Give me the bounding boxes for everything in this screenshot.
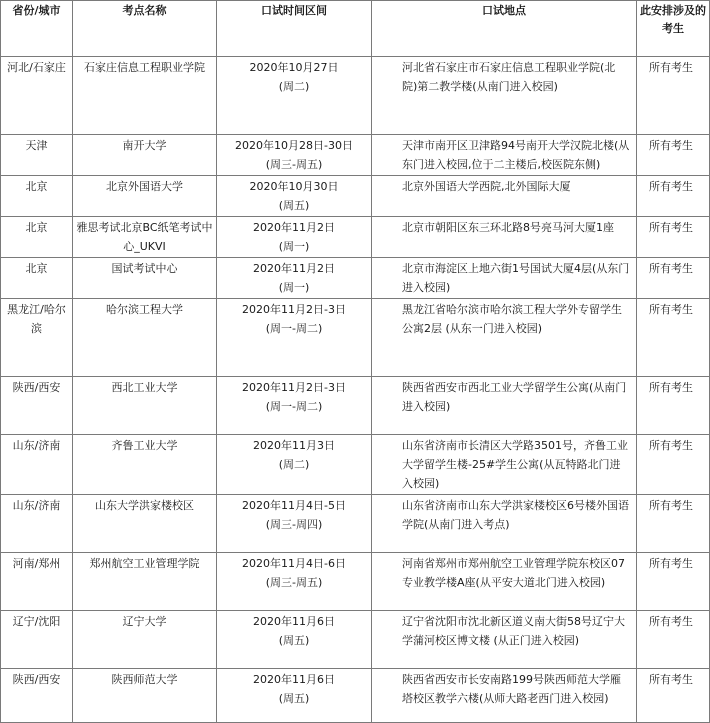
cell-location: 北京市海淀区上地六街1号国试大厦4层(从东门进入校园) (372, 258, 637, 299)
cell-province: 河北/石家庄 (1, 57, 73, 135)
cell-date: 2020年10月27日 (249, 61, 339, 74)
cell-time (217, 495, 372, 553)
cell-location: 北京市朝阳区东三环北路8号亮马河大厦1座 (372, 217, 637, 258)
cell-date: 2020年11月2日-3日 (242, 303, 346, 316)
cell-name: 雅思考试北京BC纸笔考试中心_UKVI (73, 217, 217, 258)
cell-scope: 所有考生 (637, 669, 710, 723)
cell-location: 河北省石家庄市石家庄信息工程职业学院(北院)第二教学楼(从南门进入校园) (372, 57, 637, 135)
cell-province: 北京 (1, 217, 73, 258)
cell-weekday: (周一) (278, 281, 310, 294)
cell-name: 北京外国语大学 (73, 176, 217, 217)
cell-province: 陕西/西安 (1, 377, 73, 435)
table-row (1, 669, 710, 723)
cell-province: 山东/济南 (1, 435, 73, 495)
cell-name: 辽宁大学 (73, 611, 217, 669)
cell-date: 2020年11月3日 (253, 439, 335, 452)
cell-time (217, 377, 372, 435)
cell-name: 山东大学洪家楼校区 (73, 495, 217, 553)
cell-province: 山东/济南 (1, 495, 73, 553)
cell-weekday: (周三-周五) (265, 576, 323, 589)
table-row (1, 495, 710, 553)
table-row (1, 57, 710, 135)
table-row (1, 135, 710, 176)
cell-scope: 所有考生 (637, 176, 710, 217)
cell-scope: 所有考生 (637, 135, 710, 176)
cell-province: 北京 (1, 258, 73, 299)
cell-scope: 所有考生 (637, 57, 710, 135)
table-row (1, 299, 710, 377)
cell-time (217, 611, 372, 669)
cell-location: 陕西省西安市西北工业大学留学生公寓(从南门进入校园) (372, 377, 637, 435)
cell-date: 2020年10月30日 (249, 180, 339, 193)
cell-scope: 所有考生 (637, 217, 710, 258)
cell-weekday: (周三-周四) (265, 518, 323, 531)
cell-time (217, 669, 372, 723)
cell-time (217, 57, 372, 135)
header-row (1, 1, 710, 57)
cell-weekday: (周一) (278, 240, 310, 253)
cell-name: 陕西师范大学 (73, 669, 217, 723)
table-row (1, 377, 710, 435)
cell-location: 山东省济南市山东大学洪家楼校区6号楼外国语学院(从南门进入考点) (372, 495, 637, 553)
cell-province: 黑龙江/哈尔滨 (1, 299, 73, 377)
cell-name: 南开大学 (73, 135, 217, 176)
cell-name: 国试考试中心 (73, 258, 217, 299)
cell-name: 齐鲁工业大学 (73, 435, 217, 495)
cell-name: 石家庄信息工程职业学院 (73, 57, 217, 135)
cell-scope: 所有考生 (637, 611, 710, 669)
cell-weekday: (周三-周五) (265, 158, 323, 171)
cell-name: 哈尔滨工程大学 (73, 299, 217, 377)
cell-date: 2020年11月4日-5日 (242, 499, 346, 512)
cell-scope: 所有考生 (637, 553, 710, 611)
cell-province: 天津 (1, 135, 73, 176)
header-location: 口试地点 (372, 1, 637, 57)
cell-date: 2020年11月2日-3日 (242, 381, 346, 394)
cell-time (217, 553, 372, 611)
cell-name: 郑州航空工业管理学院 (73, 553, 217, 611)
cell-location: 陕西省西安市长安南路199号陕西师范大学雁塔校区教学六楼(从师大路老西门进入校园) (372, 669, 637, 723)
table-row (1, 217, 710, 258)
cell-scope: 所有考生 (637, 495, 710, 553)
cell-date: 2020年10月28日-30日 (235, 139, 353, 152)
cell-weekday: (周二) (278, 80, 310, 93)
header-name: 考点名称 (73, 1, 217, 57)
cell-location: 河南省郑州市郑州航空工业管理学院东校区07专业教学楼A座(从平安大道北门进入校园) (372, 553, 637, 611)
cell-time (217, 176, 372, 217)
header-time: 口试时间区间 (217, 1, 372, 57)
cell-date: 2020年11月4日-6日 (242, 557, 346, 570)
cell-province: 陕西/西安 (1, 669, 73, 723)
cell-weekday: (周五) (278, 199, 310, 212)
table-row (1, 611, 710, 669)
table-row (1, 553, 710, 611)
cell-weekday: (周一-周二) (265, 400, 323, 413)
cell-location: 天津市南开区卫津路94号南开大学汉院北楼(从东门进入校园,位于二主楼后,校医院东侧) (372, 135, 637, 176)
cell-weekday: (周二) (278, 458, 310, 471)
cell-time (217, 135, 372, 176)
table-row (1, 258, 710, 299)
cell-weekday: (周一-周二) (265, 322, 323, 335)
cell-scope: 所有考生 (637, 435, 710, 495)
cell-province: 辽宁/沈阳 (1, 611, 73, 669)
cell-weekday: (周五) (278, 692, 310, 705)
cell-scope: 所有考生 (637, 377, 710, 435)
header-scope: 此安排涉及的考生 (637, 1, 710, 57)
cell-province: 北京 (1, 176, 73, 217)
cell-scope: 所有考生 (637, 299, 710, 377)
cell-time (217, 435, 372, 495)
cell-time (217, 217, 372, 258)
cell-date: 2020年11月6日 (253, 615, 335, 628)
cell-location: 黑龙江省哈尔滨市哈尔滨工程大学外专留学生公寓2层 (从东一门进入校园) (372, 299, 637, 377)
cell-name: 西北工业大学 (73, 377, 217, 435)
cell-weekday: (周五) (278, 634, 310, 647)
table-row (1, 435, 710, 495)
cell-time (217, 299, 372, 377)
cell-time (217, 258, 372, 299)
header-province: 省份/城市 (1, 1, 73, 57)
cell-date: 2020年11月6日 (253, 673, 335, 686)
cell-location: 辽宁省沈阳市沈北新区道义南大街58号辽宁大学蒲河校区博文楼 (从正门进入校园) (372, 611, 637, 669)
cell-location: 北京外国语大学西院,北外国际大厦 (372, 176, 637, 217)
cell-date: 2020年11月2日 (253, 221, 335, 234)
cell-scope: 所有考生 (637, 258, 710, 299)
cell-date: 2020年11月2日 (253, 262, 335, 275)
cell-province: 河南/郑州 (1, 553, 73, 611)
cell-location: 山东省济南市长清区大学路3501号，齐鲁工业大学留学生楼-25#学生公寓(从瓦特路北门进入校园) (372, 435, 637, 495)
table-row (1, 176, 710, 217)
